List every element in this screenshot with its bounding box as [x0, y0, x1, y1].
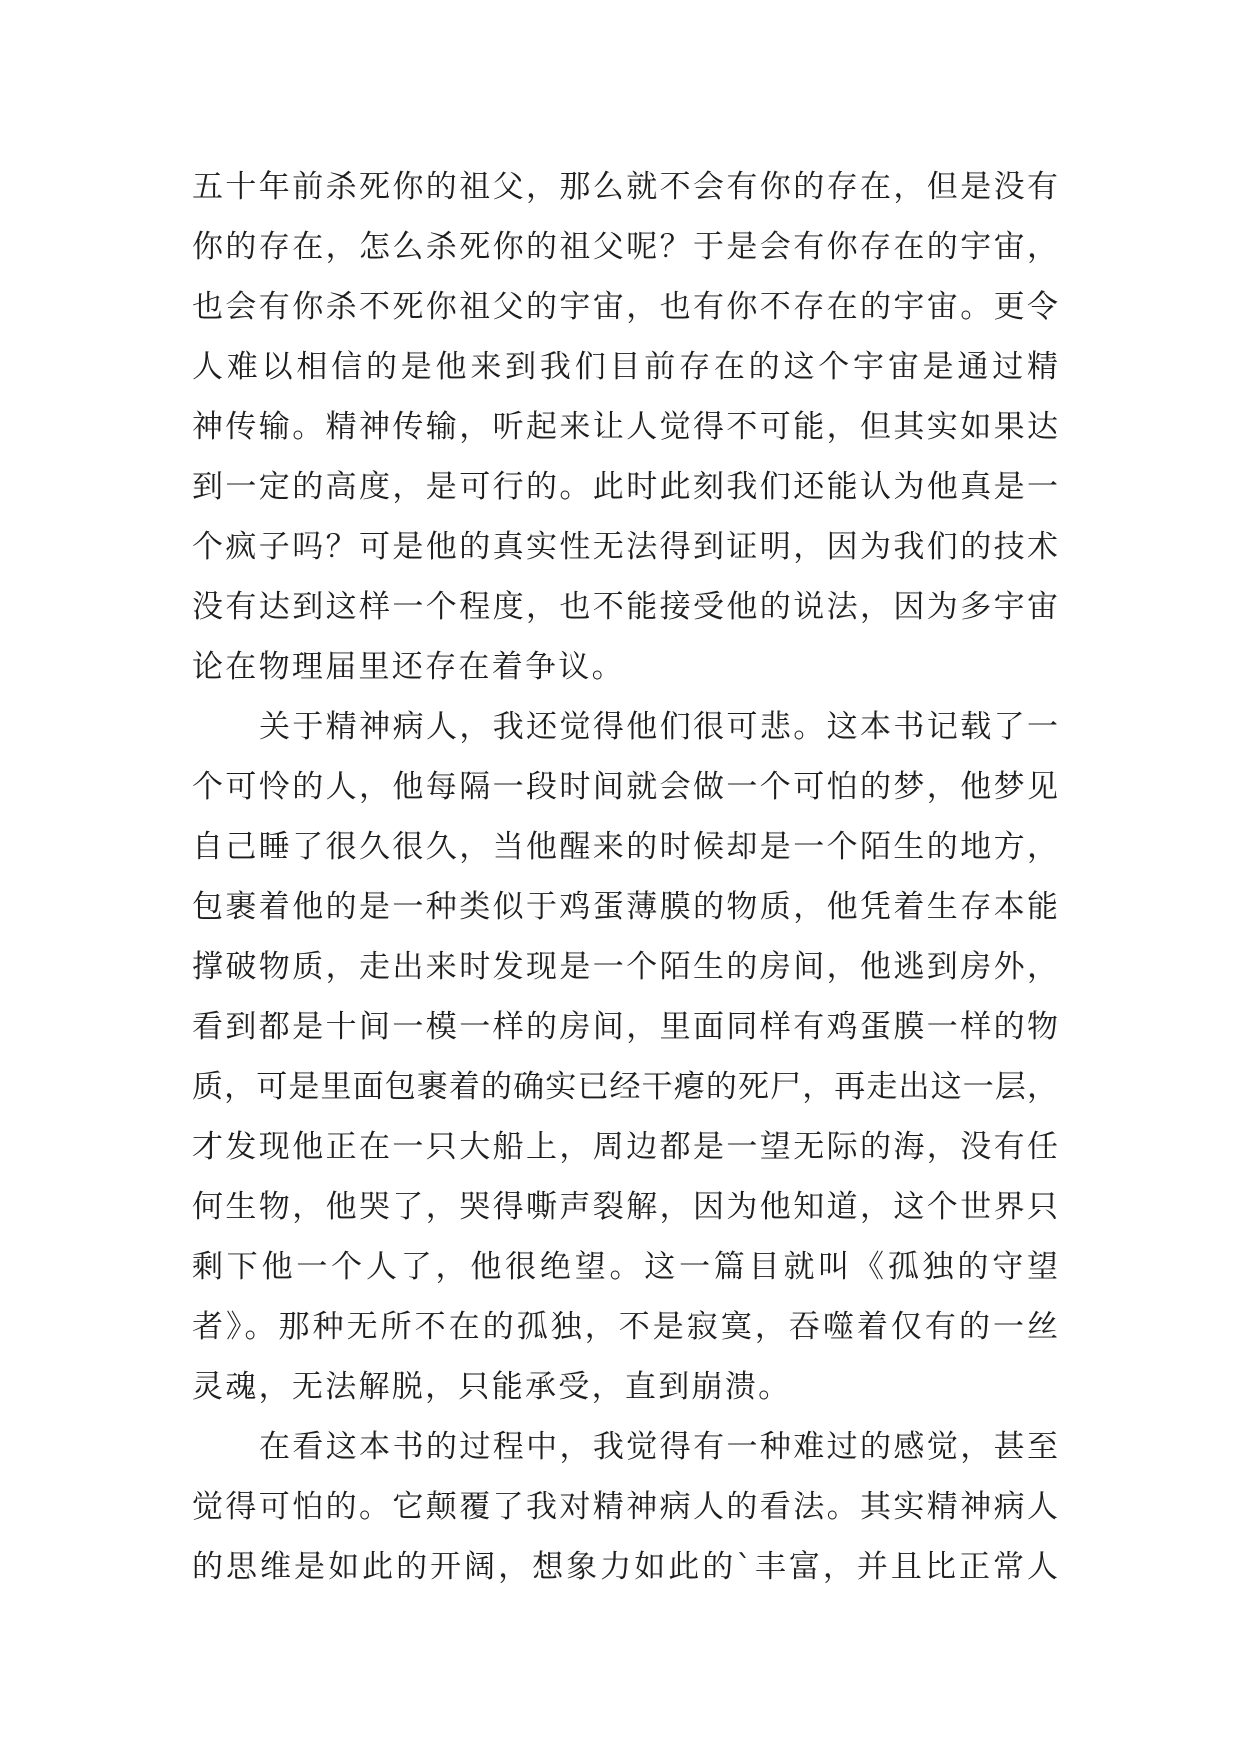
text-line: 才发现他正在一只大船上，周边都是一望无际的海，没有任: [192, 1129, 1058, 1165]
text-line: 觉得可怕的。它颠覆了我对精神病人的看法。其实精神病人: [192, 1489, 1058, 1525]
text-line: 没有达到这样一个程度，也不能接受他的说法，因为多宇宙: [192, 589, 1058, 625]
text-line: 五十年前杀死你的祖父，那么就不会有你的存在，但是没有: [192, 169, 1058, 205]
text-line: 个疯子吗？可是他的真实性无法得到证明，因为我们的技术: [192, 529, 1058, 565]
text-line: 神传输。精神传输，听起来让人觉得不可能，但其实如果达: [192, 409, 1058, 445]
text-line: 到一定的高度，是可行的。此时此刻我们还能认为他真是一: [192, 469, 1058, 505]
text-line: 在看这本书的过程中，我觉得有一种难过的感觉，甚至: [259, 1429, 1058, 1465]
body-text: [192, 157, 1058, 1597]
paragraph: [192, 1417, 1058, 1597]
text-line: 剩下他一个人了，他很绝望。这一篇目就叫《孤独的守望: [192, 1249, 1058, 1285]
text-line: 包裹着他的是一种类似于鸡蛋薄膜的物质，他凭着生存本能: [192, 889, 1058, 925]
text-line: 灵魂，无法解脱，只能承受，直到崩溃。: [192, 1369, 792, 1405]
text-line: 看到都是十间一模一样的房间，里面同样有鸡蛋膜一样的物: [192, 1009, 1058, 1045]
paragraph: [192, 157, 1058, 697]
text-line: 撑破物质，走出来时发现是一个陌生的房间，他逃到房外，: [192, 949, 1058, 985]
text-line: 个可怜的人，他每隔一段时间就会做一个可怕的梦，他梦见: [192, 769, 1058, 805]
text-line: 何生物，他哭了，哭得嘶声裂解，因为他知道，这个世界只: [192, 1189, 1058, 1225]
text-line: 论在物理届里还存在着争议。: [192, 649, 625, 685]
text-line: 的思维是如此的开阔，想象力如此的`丰富，并且比正常人: [192, 1549, 1058, 1585]
text-line: 关于精神病人，我还觉得他们很可悲。这本书记载了一: [259, 709, 1058, 745]
text-line: 质，可是里面包裹着的确实已经干瘪的死尸，再走出这一层，: [192, 1069, 1058, 1105]
text-line: 你的存在，怎么杀死你的祖父呢？于是会有你存在的宇宙，: [192, 229, 1058, 265]
paragraph: [192, 697, 1058, 1417]
text-line: 人难以相信的是他来到我们目前存在的这个宇宙是通过精: [192, 349, 1058, 385]
text-line: 自己睡了很久很久，当他醒来的时候却是一个陌生的地方，: [192, 829, 1058, 865]
text-line: 也会有你杀不死你祖父的宇宙，也有你不存在的宇宙。更令: [192, 289, 1058, 325]
text-line: 者》。那种无所不在的孤独，不是寂寞，吞噬着仅有的一丝: [192, 1309, 1058, 1345]
